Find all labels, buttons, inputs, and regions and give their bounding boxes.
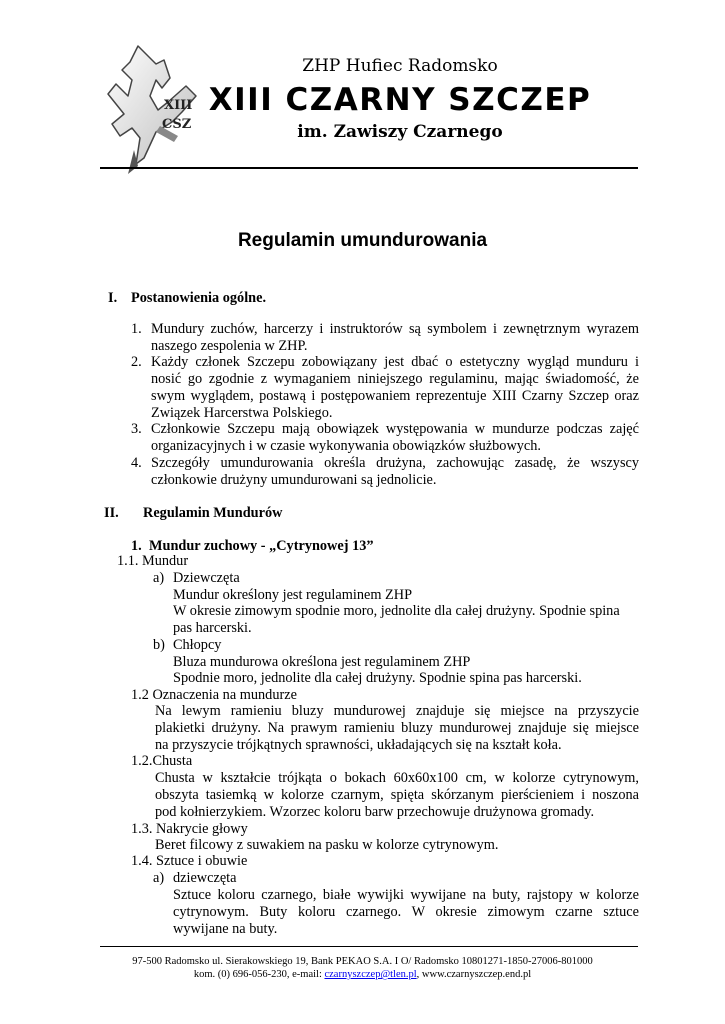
- footer-rule: [100, 946, 638, 947]
- text-line: Sztuce koloru czarnego, białe wywijki wywijane na buty, rajstopy w kolorze: [173, 887, 639, 903]
- list-item-title: Dziewczęta: [173, 570, 240, 586]
- footer-contact: [90, 968, 635, 981]
- subsection-1-heading: Mundur zuchowy - „Cytrynowej 13”: [149, 538, 374, 554]
- text-line: na przyszycie trójkątnych sprawności, układających się na kształt koła.: [155, 737, 562, 753]
- text-line: plakietki drużyny. Na prawym ramieniu bluzy mundurowej znajduje się miejsce: [155, 720, 639, 736]
- subsection-heading: 1.2.Chusta: [131, 753, 193, 769]
- section-1-number: I.: [108, 290, 118, 306]
- subsection-heading: 1.3. Nakrycie głowy: [131, 821, 248, 837]
- item-1-line: Mundury zuchów, harcerzy i instruktorów są symbolem i zewnętrznym wyrazem: [151, 321, 639, 337]
- item-3-line: Członkowie Szczepu mają obowiązek występowania w mundurze podczas zajęć: [151, 421, 639, 437]
- section-2-heading: Regulamin Mundurów: [143, 505, 283, 521]
- item-2-line: swym wyglądem, postawą i postępowaniem reprezentuje XIII Czarny Szczep oraz: [151, 388, 639, 404]
- subsection-heading: 1.2 Oznaczenia na mundurze: [131, 687, 297, 703]
- item-3-number: 3.: [131, 421, 142, 437]
- list-label: a): [153, 570, 165, 586]
- subsection-heading: 1.4. Sztuce i obuwie: [131, 853, 248, 869]
- logo-top-text: XIII: [164, 98, 193, 113]
- text-line: pod kołnierzykiem. Wzorzec koloru barw przechowuje drużynowa gromady.: [155, 804, 595, 820]
- organization-name: XIII CZARNY SZCZEP: [208, 82, 592, 118]
- subsection-heading: 1.1. Mundur: [117, 553, 189, 569]
- item-4-number: 4.: [131, 455, 142, 471]
- list-item-title: Chłopcy: [173, 637, 222, 653]
- logo-bottom-text: CSZ: [162, 117, 192, 132]
- lily-emblem-icon: [98, 40, 210, 180]
- text-line: Beret filcowy z suwakiem na pasku w kolorze cytrynowym.: [155, 837, 499, 853]
- footer-address: 97-500 Radomsko ul. Sierakowskiego 19, Bank PEKAO S.A. I O/ Radomsko 10801271-1850-27006-801000: [132, 956, 593, 967]
- item-3-line: organizacyjnych i w czasie wykonywania obowiązków służbowych.: [151, 438, 542, 454]
- list-label: b): [153, 637, 165, 653]
- item-2-line: Związek Harcerstwa Polskiego.: [151, 405, 333, 421]
- text-line: obszyta tasiemką w kolorze czarnym, spięta skórzanym pierścieniem i noszona: [155, 787, 639, 803]
- footer-phone: kom. (0) 696-056-230, e-mail:: [193, 969, 325, 980]
- document-title: Regulamin umundurowania: [237, 230, 488, 251]
- text-line: Spodnie moro, jednolite dla całej drużyny. Spodnie spina pas harcerski.: [173, 670, 582, 686]
- text-line: Bluza mundurowa określona jest regulaminem ZHP: [173, 654, 471, 670]
- org-line: ZHP Hufiec Radomsko: [302, 56, 498, 76]
- email-link[interactable]: czarnyszczep@tlen.pl: [324, 969, 417, 980]
- header-rule: [100, 167, 638, 169]
- text-line: W okresie zimowym spodnie moro, jednolite dla całej drużyny. Spodnie spina: [173, 603, 620, 619]
- list-item-title: dziewczęta: [173, 870, 237, 886]
- item-2-number: 2.: [131, 354, 142, 370]
- list-label: a): [153, 870, 165, 886]
- item-1-line: naszego zespolenia w ZHP.: [151, 338, 308, 354]
- text-line: Na lewym ramieniu bluzy mundurowej znajduje się miejsce na przyszycie: [155, 703, 639, 719]
- text-line: Chusta w kształcie trójkąta o bokach 60x60x100 cm, w kolorze cytrynowym,: [155, 770, 639, 786]
- item-2-line: nosić go zgodnie z wymaganiem niniejszego regulaminu, mając świadomość, że: [151, 371, 639, 387]
- section-2-number: II.: [104, 505, 119, 521]
- text-line: pas harcerski.: [173, 620, 252, 636]
- item-2-line: Każdy członek Szczepu zobowiązany jest dbać o estetyczny wygląd munduru i: [151, 354, 639, 370]
- item-4-line: Szczegóły umundurowania określa drużyna, zachowując zasadę, że wszyscy: [151, 455, 639, 471]
- item-1-number: 1.: [131, 321, 142, 337]
- subsection-1-number: 1.: [131, 538, 142, 554]
- item-4-line: członkowie drużyny umundurowani są jednolicie.: [151, 472, 437, 488]
- text-line: wywijane na buty.: [173, 921, 278, 937]
- patron-line: im. Zawiszy Czarnego: [297, 122, 503, 142]
- text-line: cytrynowym. Buty koloru czarnego. W okresie zimowym czarne sztuce: [173, 904, 639, 920]
- section-1-heading: Postanowienia ogólne.: [131, 290, 267, 306]
- text-line: Mundur określony jest regulaminem ZHP: [173, 587, 413, 603]
- footer-website: , www.czarnyszczep.end.pl: [416, 969, 532, 980]
